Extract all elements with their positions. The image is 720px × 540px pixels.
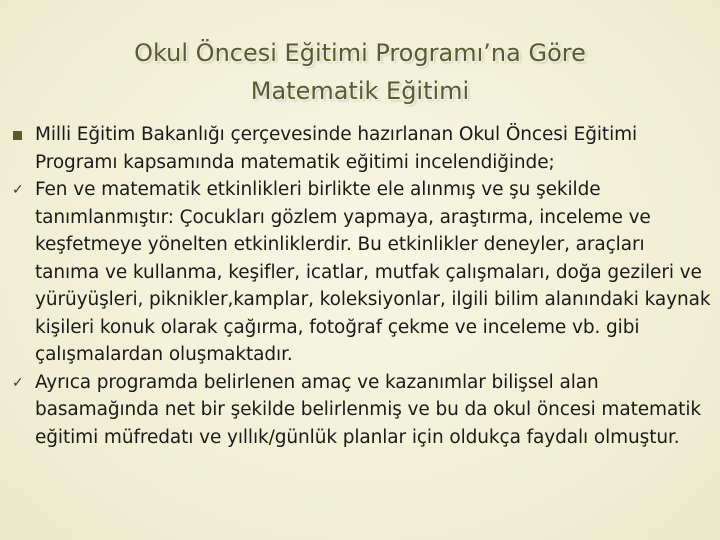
bullet-item-3 [0, 369, 720, 452]
bullet-list [0, 121, 720, 451]
checkmark-bullet-icon: ✓ [12, 182, 24, 198]
checkmark-bullet-icon: ✓ [12, 374, 24, 391]
bullet-text-3: Ayrıca programda belirlenen amaç ve kazanımlar bilişsel alan basamağında net bir şekilde belirlenmiş ve bu da okul öncesi matematik eğitimi müfredatı ve yıllık/günlük planlar için oldukça faydalı olmuştur. [35, 371, 701, 448]
bullet-item-2 [0, 176, 720, 369]
bullet-text-1: Milli Eğitim Bakanlığı çerçevesinde hazırlanan Okul Öncesi Eğitimi Programı kapsamında matematik eğitimi incelendiğinde; [35, 124, 638, 173]
bullet-item-1 [0, 121, 720, 176]
slide-title [40, 34, 680, 110]
square-bullet-icon [12, 121, 26, 149]
title-line-2: Matematik Eğitimi [250, 77, 470, 105]
bullet-text-2: Fen ve matematik etkinlikleri birlikte ele alınmış ve şu şekilde tanımlanmıştır: Çocukları gözlem yapmaya, araştırma, inceleme ve keşfetmeye yönelten etkinliklerdir. Bu etkinlikler deneyler, araçları tanıma ve kullanma, keşifler, icatlar, mutfak çalışmaları, doğa gezileri ve yürüyüşleri, piknikler,kamplar, koleksiyonlar, ilgili bilim alanındaki kaynak kişileri konuk olarak çağırma, fotoğraf çekme ve inceleme vb. gibi çalışmalardan oluşmaktadır. [35, 179, 711, 365]
title-line-1: Okul Öncesi Eğitimi Programı’na Göre [134, 39, 586, 67]
